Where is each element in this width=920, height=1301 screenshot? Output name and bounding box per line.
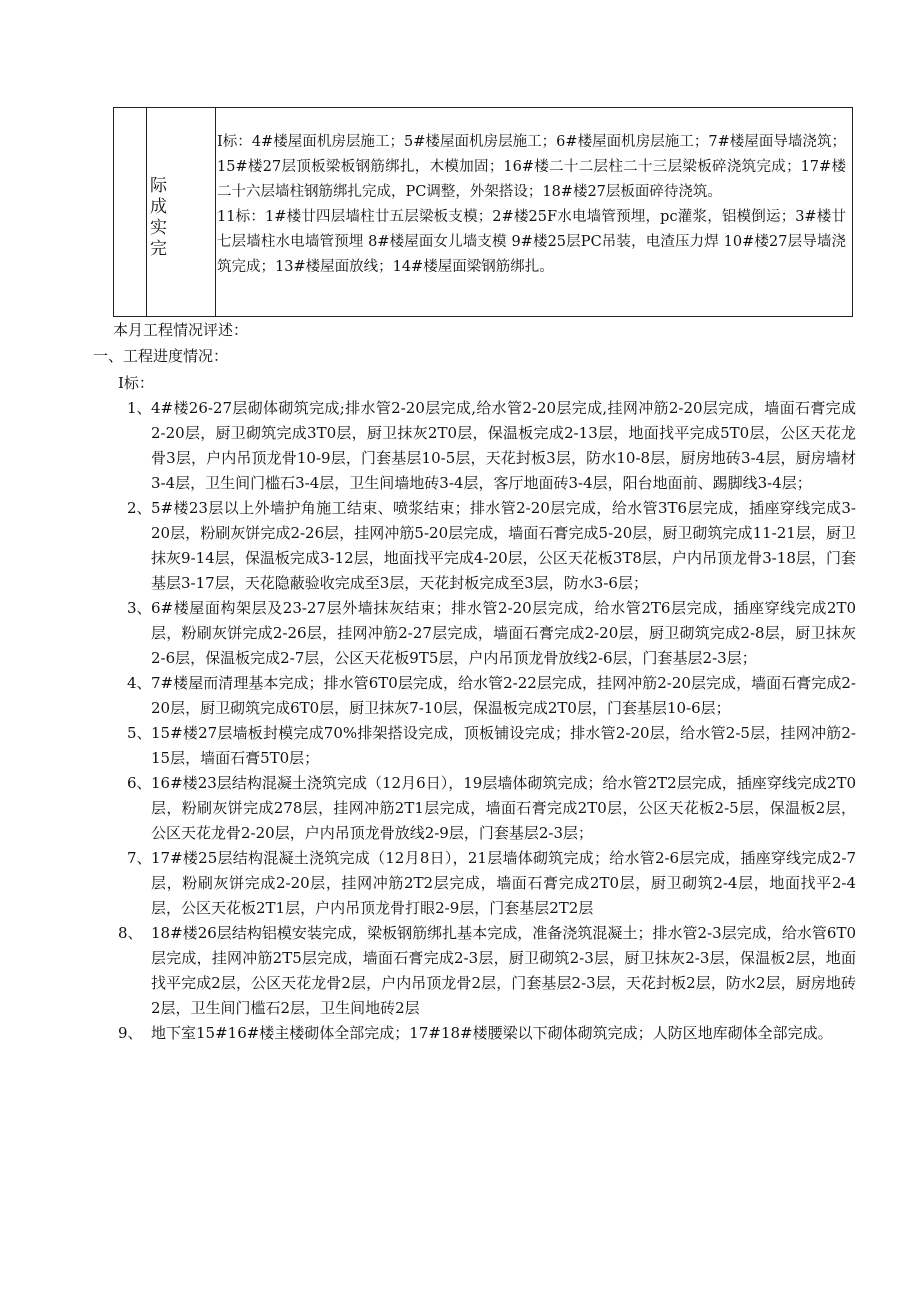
list-item-number: 3、 xyxy=(127,599,152,617)
list-item-text: 4#楼26-27层砌体砌筑完成;排水管2-20层完成,给水管2-20层完成,挂网冲筋2-20层完成，墙面石膏完成2-20层，厨卫砌筑完成3T0层，厨卫抹灰2T0层，保温板完成2-13层，地面找平完成5T0层，公区天花龙骨3层，户内吊顶龙骨10-9层，门套基层10-5层，天花封板3层，防水10-8层，厨房地砖3-4层，厨房墙材3-4层，卫生间门槛石3-4层，卫生间墙地砖3-4层，客厅地面砖3-4层，阳台地面前、踢脚线3-4层； xyxy=(151,399,856,492)
list-item-text: 17#楼25层结构混凝土浇筑完成（12月8日），21层墙体砌筑完成；给水管2-6层完成，插座穿线完成2-7层，粉刷灰饼完成2-20层，挂网冲筋2T2层完成，墙面石膏完成2T0层，厨卫砌筑2-4层，地面找平2-4层，公区天花板2T1层，户内吊顶龙骨打眼2-9层，门套基层2T2层 xyxy=(151,849,856,917)
list-item-number: 6、 xyxy=(127,774,152,792)
list-item xyxy=(0,721,920,771)
list-item xyxy=(0,671,920,721)
list-item-text: 地下室15#16#楼主楼砌体全部完成；17#18#楼腰梁以下砌体砌筑完成；人防区地库砌体全部完成。 xyxy=(151,1024,833,1042)
list-item xyxy=(0,596,920,671)
list-item xyxy=(0,496,920,596)
list-item-number: 9、 xyxy=(118,1024,143,1042)
section-title: 一、工程进度情况： xyxy=(93,347,229,365)
list-item xyxy=(0,1021,920,1046)
list-item xyxy=(0,396,920,496)
table-label-cell xyxy=(146,108,216,316)
list-item-number: 7、 xyxy=(127,849,152,867)
progress-table xyxy=(113,107,853,317)
list-item-text: 18#楼26层结构铝模安装完成，梁板钢筋绑扎基本完成，准备浇筑混凝土；排水管2-3层完成，给水管6T0层完成，挂网冲筋2T5层完成，墙面石膏完成2-3层，厨卫砌筑2-3层，厨卫抹灰2-3层，保温板2层，地面找平完成2层，公区天花龙骨2层，户内吊顶龙骨2层，门套基层2-3层，天花封板2层，防水2层，厨房地砖2层，卫生间门槛石2层，卫生间地砖2层 xyxy=(151,924,856,1017)
table-paragraph-section-1: I标：4#楼屋面机房层施工；5#楼屋面机房层施工；6#楼屋面机房层施工；7#楼屋面导墙浇筑；15#楼27层顶板梁板钢筋绑扎，木模加固；16#楼二十二层柱二十三层梁板碎浇筑完成；17#楼二十六层墙柱钢筋绑扎完成，PC调整，外架搭设；18#楼27层板面碎待浇筑。 xyxy=(217,134,846,200)
list-item-text: 16#楼23层结构混凝土浇筑完成（12月6日），19层墙体砌筑完成；给水管2T2层完成，插座穿线完成2T0层，粉刷灰饼完成278层，挂网冲筋2T1层完成，墙面石膏完成2T0层，公区天花板2-5层，保温板2层，公区天花龙骨2-20层，户内吊顶龙骨放线2-9层，门套基层2-3层； xyxy=(151,774,856,842)
list-item-number: 2、 xyxy=(127,499,152,517)
actual-completion-label: 际成实完 xyxy=(150,176,167,259)
list-item-number: 8、 xyxy=(118,924,143,942)
list-item-text: 15#楼27层墙板封模完成70%排架搭设完成，顶板铺设完成；排水管2-20层，给水管2-5层，挂网冲筋2-15层，墙面石膏5T0层； xyxy=(151,724,856,767)
list-item-text: 6#楼屋面构架层及23-27层外墙抹灰结束；排水管2-20层完成，给水管2T6层完成，插座穿线完成2T0层，粉刷灰饼完成2-26层，挂网冲筋2-27层完成，墙面石膏完成2-20层，厨卫砌筑完成2-8层，厨卫抹灰2-6层，保温板完成2-7层，公区天花板9T5层，户内吊顶龙骨放线2-6层，门套基层2-3层； xyxy=(151,599,856,667)
list-item-text: 7#楼屋而清理基本完成；排水管6T0层完成，给水管2-22层完成，挂网冲筋2-20层完成，墙面石膏完成2-20层，厨卫砌筑完成6T0层，厨卫抹灰7-10层，保温板完成2T0层，门套基层10-6层； xyxy=(151,674,856,717)
list-item-number: 4、 xyxy=(127,674,152,692)
table-paragraph-section-2: 11标：1#楼廿四层墙柱廿五层梁板支模；2#楼25F水电墙管预埋，pc灌浆，铝模倒运；3#楼廿七层墙柱水电墙管预埋 8#楼屋面女儿墙支模 9#楼25层PC吊装，电渣压力焊 10#楼27层导墙浇筑完成；13#楼屋面放线；14#楼屋面梁钢筋绑扎。 xyxy=(217,209,846,275)
list-item-number: 5、 xyxy=(127,724,152,742)
list-item-text: 5#楼23层以上外墙护角施工结束、喷浆结束；排水管2-20层完成，给水管3T6层完成，插座穿线完成3-20层，粉刷灰饼完成2-26层，挂网冲筋5-20层完成，墙面石膏完成5-20层，厨卫砌筑完成11-21层，厨卫抹灰9-14层，保温板完成3-12层，地面找平完成4-20层，公区天花板3T8层，户内吊顶龙骨3-18层，门套基层3-17层，天花隐蔽验收完成至3层，天花封板完成至3层，防水3-6层； xyxy=(151,499,856,592)
progress-list xyxy=(0,396,920,1046)
list-item xyxy=(0,771,920,846)
list-item-number: 1、 xyxy=(127,399,152,417)
list-item xyxy=(0,846,920,921)
section-label: I标： xyxy=(118,374,154,392)
table-content-cell xyxy=(217,130,846,280)
table-blank-cell xyxy=(114,108,147,316)
review-title: 本月工程情况评述： xyxy=(113,321,249,339)
list-item xyxy=(0,921,920,1021)
